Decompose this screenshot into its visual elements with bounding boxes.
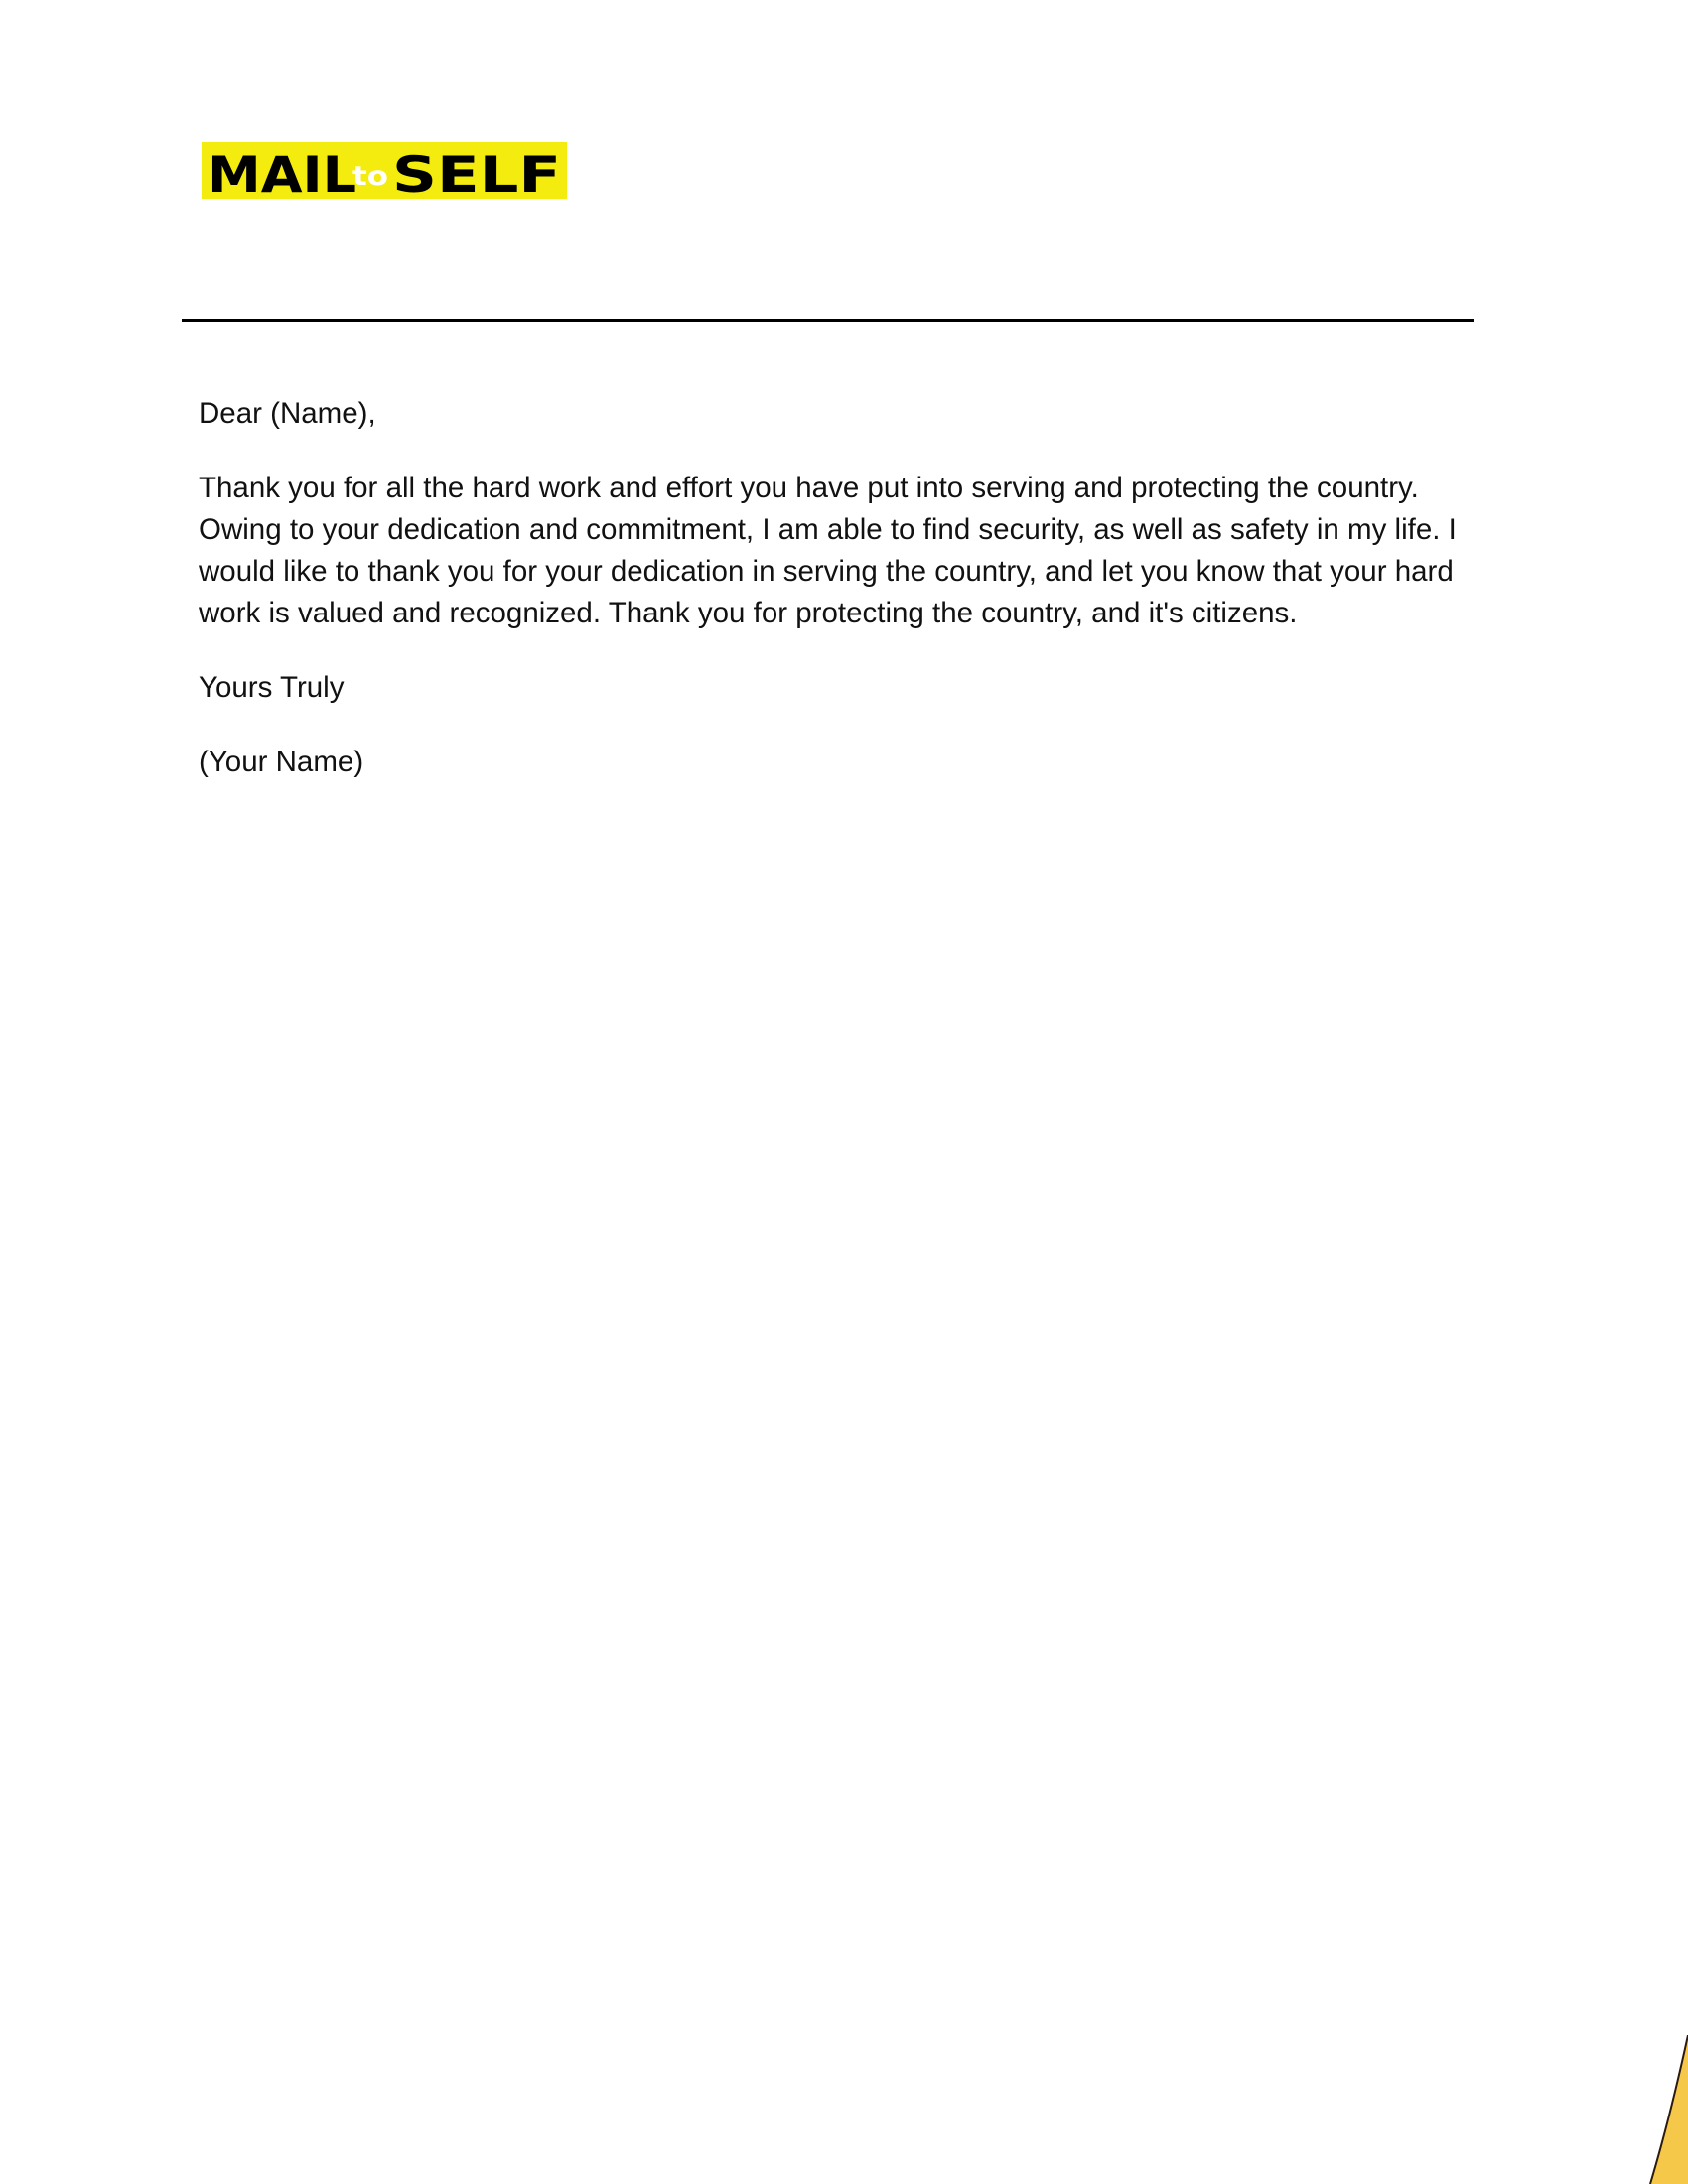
signature: (Your Name) <box>199 746 364 778</box>
logo-text-mail: MAIL <box>208 146 356 199</box>
header-divider <box>182 319 1474 322</box>
letter-body: Thank you for all the hard work and effort you have put into serving and protecting the country. Owing to your dedication and commitment, I am able to find security, as well as safety in my life. I would like to thank you for your dedication in serving the country, and let you know that your hard work is valued and recognized. Thank you for protecting the country, and it's citizens. <box>199 472 1457 629</box>
letter-content <box>199 393 1499 816</box>
logo-text-to: to <box>352 161 388 192</box>
salutation: Dear (Name), <box>199 397 376 430</box>
logo-graphic <box>202 142 567 199</box>
corner-swoosh-decoration <box>1628 2035 1688 2184</box>
logo-text-self: SELF <box>392 146 561 199</box>
mail-to-self-logo <box>202 142 567 199</box>
closing: Yours Truly <box>199 671 345 704</box>
